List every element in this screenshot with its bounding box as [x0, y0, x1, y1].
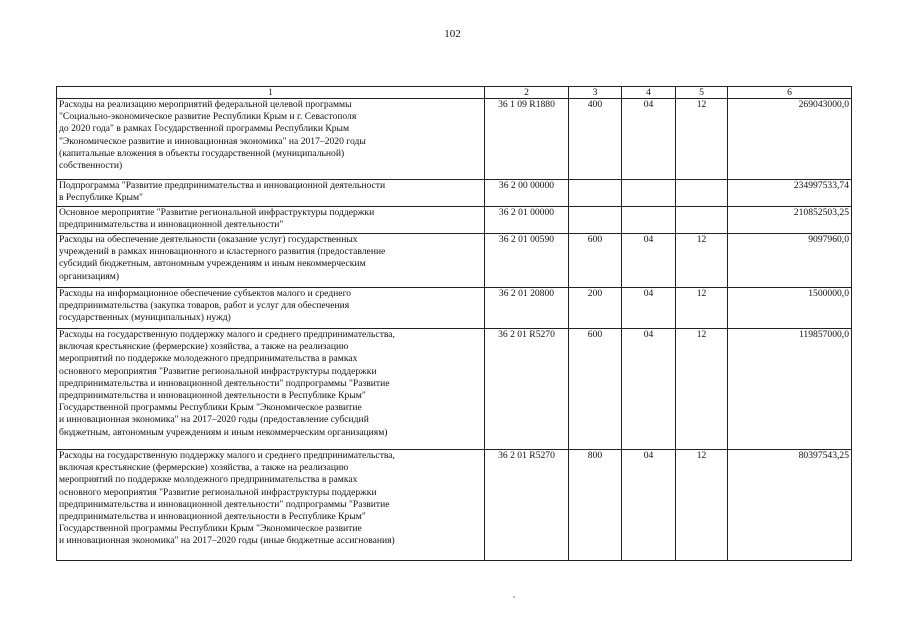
row-subsection: 12	[676, 234, 728, 288]
row-sum: 119857000,0	[728, 329, 852, 450]
row-expense-type: 800	[569, 450, 622, 561]
header-row	[57, 87, 852, 99]
budget-table	[56, 86, 852, 561]
header-col-3: 3	[569, 87, 622, 99]
row-description: Расходы на реализацию мероприятий федеральной целевой программы "Социально-экономическое развитие Республики Крым и г. Севастополя до 2020 года" в рамках Государственной программы Республики Крым "Экономическое развитие и инновационная экономика" на 2017–2020 годы (капитальные вложения в объекты государственной (муниципальной) собственности)	[57, 99, 485, 180]
row-sum: 210852503,25	[728, 207, 852, 234]
table-row	[57, 99, 852, 180]
table-row	[57, 450, 852, 561]
row-section: 04	[622, 329, 676, 450]
row-section: 04	[622, 99, 676, 180]
row-sum: 234997533,74	[728, 180, 852, 207]
row-description: Расходы на информационное обеспечение субъектов малого и среднего предпринимательства (закупка товаров, работ и услуг для обеспечения государственных (муниципальных) нужд)	[57, 288, 485, 329]
row-sum: 80397543,25	[728, 450, 852, 561]
header-col-6: 6	[728, 87, 852, 99]
row-section	[622, 180, 676, 207]
table-row	[57, 329, 852, 450]
row-section: 04	[622, 450, 676, 561]
row-code: 36 2 01 00000	[485, 207, 569, 234]
row-expense-type: 200	[569, 288, 622, 329]
row-description: Основное мероприятие "Развитие региональной инфраструктуры поддержки предпринимательства и инновационной деятельности"	[57, 207, 485, 234]
row-expense-type	[569, 207, 622, 234]
row-expense-type: 600	[569, 234, 622, 288]
row-subsection	[676, 207, 728, 234]
table-row	[57, 207, 852, 234]
table-row	[57, 288, 852, 329]
page-number: 102	[444, 28, 461, 40]
row-subsection: 12	[676, 450, 728, 561]
row-sum: 1500000,0	[728, 288, 852, 329]
row-code: 36 1 09 R1880	[485, 99, 569, 180]
row-code: 36 2 01 20800	[485, 288, 569, 329]
row-expense-type: 600	[569, 329, 622, 450]
row-description: Расходы на государственную поддержку малого и среднего предпринимательства, включая крестьянские (фермерские) хозяйства, а также на реализацию мероприятий по поддержке молодежного предпринимательства в рамках основного мероприятия "Развитие региональной инфраструктуры поддержки предпринимательства и инновационной деятельности" подпрограммы "Развитие предпринимательства и инновационной деятельности в Республике Крым" Государственной программы Республики Крым "Экономическое развитие и инновационная экономика" на 2017–2020 годы (иные бюджетные ассигнования)	[57, 450, 485, 561]
table-row	[57, 180, 852, 207]
row-subsection: 12	[676, 288, 728, 329]
row-expense-type: 400	[569, 99, 622, 180]
row-section: 04	[622, 288, 676, 329]
header-col-1: 1	[57, 87, 485, 99]
row-description: Расходы на государственную поддержку малого и среднего предпринимательства, включая крестьянские (фермерские) хозяйства, а также на реализацию мероприятий по поддержке молодежного предпринимательства в рамках основного мероприятия "Развитие региональной инфраструктуры поддержки предпринимательства и инновационной деятельности" подпрограммы "Развитие предпринимательства и инновационной деятельности в Республике Крым" Государственной программы Республики Крым "Экономическое развитие и инновационная экономика" на 2017–2020 годы (предоставление субсидий бюджетным, автономным учреждениям и иным некоммерческим организациям)	[57, 329, 485, 450]
row-section: 04	[622, 234, 676, 288]
row-code: 36 2 01 R5270	[485, 329, 569, 450]
row-code: 36 2 00 00000	[485, 180, 569, 207]
row-subsection: 12	[676, 329, 728, 450]
row-code: 36 2 01 R5270	[485, 450, 569, 561]
scan-speck	[513, 596, 515, 598]
header-col-5: 5	[676, 87, 728, 99]
row-description: Расходы на обеспечение деятельности (оказание услуг) государственных учреждений в рамках инновационного и кластерного развития (предоставление субсидий бюджетным, автономным учреждениям и иным некоммерческим организациям)	[57, 234, 485, 288]
row-sum: 9097960,0	[728, 234, 852, 288]
row-subsection	[676, 180, 728, 207]
row-subsection: 12	[676, 99, 728, 180]
header-col-4: 4	[622, 87, 676, 99]
row-code: 36 2 01 00590	[485, 234, 569, 288]
row-sum: 269043000,0	[728, 99, 852, 180]
header-col-2: 2	[485, 87, 569, 99]
row-section	[622, 207, 676, 234]
row-expense-type	[569, 180, 622, 207]
table-row	[57, 234, 852, 288]
row-description: Подпрограмма "Развитие предпринимательства и инновационной деятельности в Республике Крым"	[57, 180, 485, 207]
